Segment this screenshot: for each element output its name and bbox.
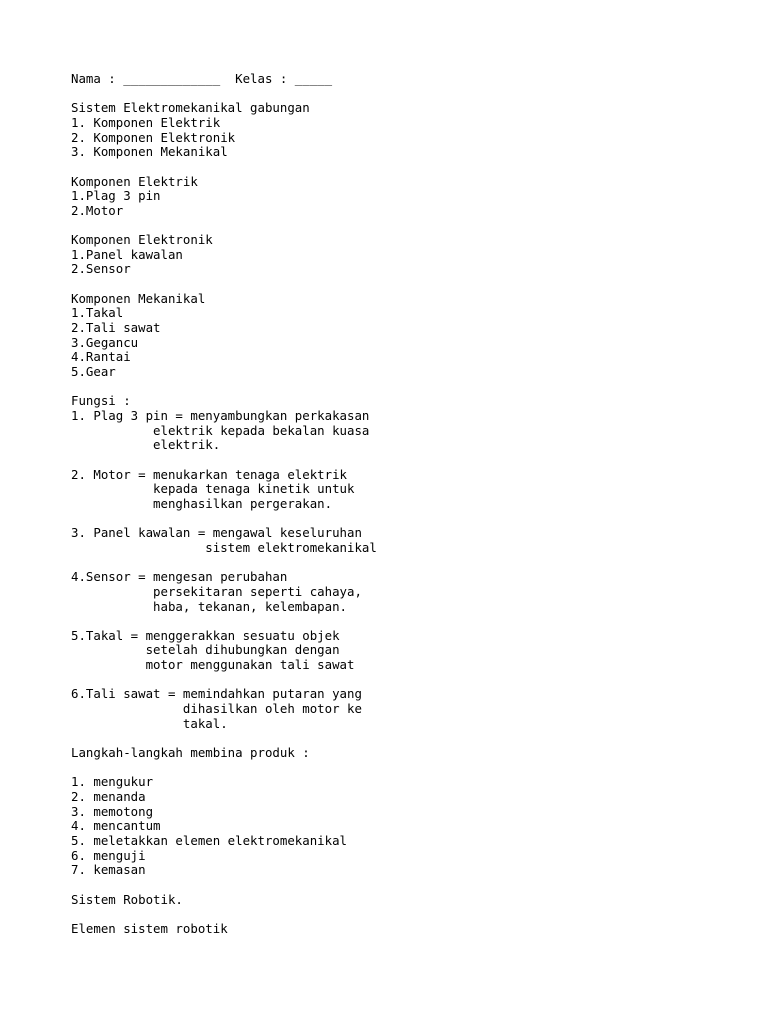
document-line: elektrik kepada bekalan kuasa xyxy=(71,422,370,438)
document-line xyxy=(71,160,377,175)
document-line: 4. mencantum xyxy=(71,818,161,834)
document-line: 1. Komponen Elektrik xyxy=(71,114,221,130)
document-line: menghasilkan pergerakan. xyxy=(71,495,333,511)
document-line: Komponen Mekanikal xyxy=(71,290,206,306)
document-line: 4.Rantai xyxy=(71,349,131,365)
document-line: 3. memotong xyxy=(71,803,154,819)
document-line: 1.Plag 3 pin xyxy=(71,188,161,204)
document-line: 5.Gear xyxy=(71,364,116,380)
document-line: Langkah-langkah membina produk : xyxy=(71,745,310,761)
document-line: elektrik. xyxy=(71,437,221,453)
document-line: 7. kemasan xyxy=(71,862,146,878)
document-line: Elemen sistem robotik xyxy=(71,920,228,936)
document-line: 1. Plag 3 pin = menyambungkan perkakasan xyxy=(71,408,370,424)
document-line: 5.Takal = menggerakkan sesuatu objek xyxy=(71,627,340,643)
document-line xyxy=(71,556,377,571)
document-line xyxy=(71,453,377,468)
document-line: motor menggunakan tali sawat xyxy=(71,657,355,673)
document-line: setelah dihubungkan dengan xyxy=(71,642,340,658)
document-line: Komponen Elektronik xyxy=(71,232,213,248)
document-body xyxy=(71,72,377,937)
document-line: 3. Komponen Mekanikal xyxy=(71,144,228,160)
document-line: Fungsi : xyxy=(71,393,131,409)
document-line: 2.Sensor xyxy=(71,261,131,277)
document-line: haba, tekanan, kelembapan. xyxy=(71,598,348,614)
document-line xyxy=(71,277,377,292)
document-line: Sistem Robotik. xyxy=(71,891,183,907)
document-line: 2. menanda xyxy=(71,788,146,804)
document-line: 6.Tali sawat = memindahkan putaran yang xyxy=(71,686,362,702)
document-line: Komponen Elektrik xyxy=(71,173,198,189)
document-line: takal. xyxy=(71,715,228,731)
document-line xyxy=(71,614,377,629)
document-line xyxy=(71,878,377,893)
document-line: 2.Tali sawat xyxy=(71,320,161,336)
document-line: 6. menguji xyxy=(71,847,146,863)
document-line: 2. Komponen Elektronik xyxy=(71,129,236,145)
document-line xyxy=(71,673,377,688)
document-line: 4.Sensor = mengesan perubahan xyxy=(71,569,288,585)
document-line: 1.Takal xyxy=(71,305,124,321)
document-line: 3. Panel kawalan = mengawal keseluruhan xyxy=(71,525,362,541)
document-line xyxy=(71,87,377,102)
document-line: 3.Gegancu xyxy=(71,334,139,350)
document-line xyxy=(71,380,377,395)
document-line: sistem elektromekanikal xyxy=(71,539,377,555)
document-line xyxy=(71,219,377,234)
document-line: 1.Panel kawalan xyxy=(71,246,183,262)
document-line: 5. meletakkan elemen elektromekanikal xyxy=(71,832,348,848)
document-line: dihasilkan oleh motor ke xyxy=(71,701,362,717)
document-line xyxy=(71,731,377,746)
document-line: Nama : _____________ Kelas : _____ xyxy=(71,71,333,86)
document-line: 2. Motor = menukarkan tenaga elektrik xyxy=(71,466,348,482)
document-line: Sistem Elektromekanikal gabungan xyxy=(71,100,310,116)
document-line: persekitaran seperti cahaya, xyxy=(71,583,362,599)
document-line xyxy=(71,512,377,527)
document-line xyxy=(71,907,377,922)
document-line xyxy=(71,761,377,776)
document-line: 1. mengukur xyxy=(71,774,154,790)
document-line: 2.Motor xyxy=(71,202,124,218)
document-line: kepada tenaga kinetik untuk xyxy=(71,481,355,497)
